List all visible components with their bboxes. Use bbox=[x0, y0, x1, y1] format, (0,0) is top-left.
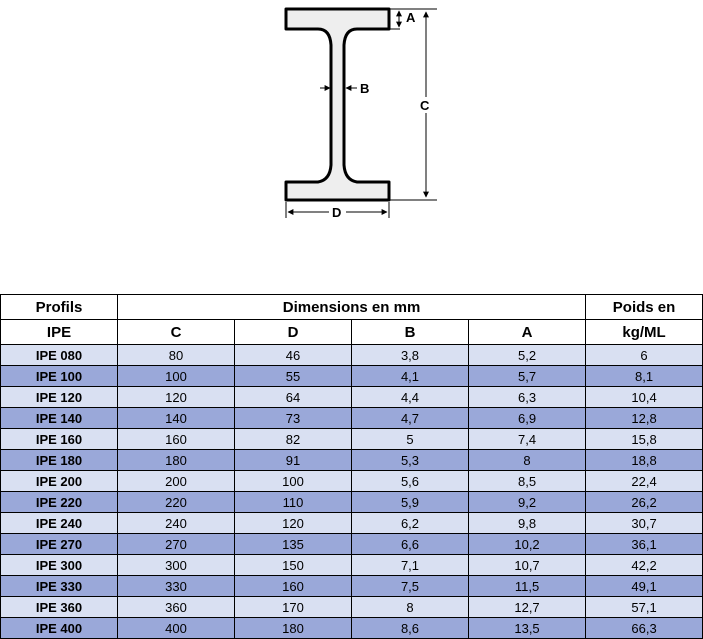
cell-poids: 42,2 bbox=[586, 555, 703, 576]
table-row bbox=[1, 576, 703, 597]
cell-a: 9,8 bbox=[469, 513, 586, 534]
header-poids-label: Poids en bbox=[612, 298, 676, 316]
cell-d: 64 bbox=[235, 387, 352, 408]
cell-profil: IPE 270 bbox=[1, 534, 118, 555]
cell-poids: 36,1 bbox=[586, 534, 703, 555]
cell-b: 5,6 bbox=[352, 471, 469, 492]
cell-c: 160 bbox=[118, 429, 235, 450]
cell-c: 330 bbox=[118, 576, 235, 597]
table-row bbox=[1, 450, 703, 471]
cell-d: 91 bbox=[235, 450, 352, 471]
table-row bbox=[1, 597, 703, 618]
cell-d: 120 bbox=[235, 513, 352, 534]
cell-b: 7,1 bbox=[352, 555, 469, 576]
cell-b: 4,4 bbox=[352, 387, 469, 408]
cell-profil: IPE 140 bbox=[1, 408, 118, 429]
cell-d: 82 bbox=[235, 429, 352, 450]
table-row bbox=[1, 492, 703, 513]
cell-poids: 6 bbox=[586, 345, 703, 366]
cell-poids: 57,1 bbox=[586, 597, 703, 618]
cell-d: 46 bbox=[235, 345, 352, 366]
cell-profil: IPE 240 bbox=[1, 513, 118, 534]
table-row bbox=[1, 618, 703, 639]
cell-c: 100 bbox=[118, 366, 235, 387]
label-c: C bbox=[420, 98, 430, 113]
cell-b: 3,8 bbox=[352, 345, 469, 366]
cell-b: 7,5 bbox=[352, 576, 469, 597]
cell-poids: 26,2 bbox=[586, 492, 703, 513]
header-col-b: B bbox=[352, 320, 469, 345]
table-row bbox=[1, 345, 703, 366]
cell-a: 5,2 bbox=[469, 345, 586, 366]
cell-poids: 18,8 bbox=[586, 450, 703, 471]
table-row bbox=[1, 366, 703, 387]
cell-poids: 10,4 bbox=[586, 387, 703, 408]
table-row bbox=[1, 513, 703, 534]
cell-a: 8,5 bbox=[469, 471, 586, 492]
cell-c: 400 bbox=[118, 618, 235, 639]
cell-d: 160 bbox=[235, 576, 352, 597]
cell-c: 300 bbox=[118, 555, 235, 576]
cell-b: 8,6 bbox=[352, 618, 469, 639]
cell-profil: IPE 180 bbox=[1, 450, 118, 471]
dimension-a bbox=[390, 9, 437, 29]
header-profils bbox=[1, 295, 118, 320]
cell-a: 10,7 bbox=[469, 555, 586, 576]
cell-d: 135 bbox=[235, 534, 352, 555]
header-col-c: C bbox=[118, 320, 235, 345]
cell-poids: 15,8 bbox=[586, 429, 703, 450]
cell-poids: 30,7 bbox=[586, 513, 703, 534]
cell-profil: IPE 300 bbox=[1, 555, 118, 576]
header-dimensions: Dimensions en mm bbox=[118, 295, 586, 320]
cell-d: 55 bbox=[235, 366, 352, 387]
cell-a: 6,3 bbox=[469, 387, 586, 408]
dimension-c bbox=[390, 12, 437, 200]
cell-c: 360 bbox=[118, 597, 235, 618]
header-col-a: A bbox=[469, 320, 586, 345]
cell-profil: IPE 360 bbox=[1, 597, 118, 618]
cell-d: 180 bbox=[235, 618, 352, 639]
header-kgml: kg/ML bbox=[586, 320, 703, 345]
cell-d: 73 bbox=[235, 408, 352, 429]
cell-c: 180 bbox=[118, 450, 235, 471]
table-row bbox=[1, 408, 703, 429]
ipe-beam-diagram bbox=[0, 0, 703, 260]
label-a: A bbox=[406, 10, 416, 25]
cell-c: 120 bbox=[118, 387, 235, 408]
header-ipe: IPE bbox=[1, 320, 118, 345]
cell-b: 6,6 bbox=[352, 534, 469, 555]
cell-profil: IPE 100 bbox=[1, 366, 118, 387]
cell-a: 9,2 bbox=[469, 492, 586, 513]
cell-b: 5,9 bbox=[352, 492, 469, 513]
table-row bbox=[1, 534, 703, 555]
cell-b: 8 bbox=[352, 597, 469, 618]
cell-profil: IPE 220 bbox=[1, 492, 118, 513]
header-col-d: D bbox=[235, 320, 352, 345]
table-row bbox=[1, 429, 703, 450]
cell-c: 200 bbox=[118, 471, 235, 492]
cell-a: 12,7 bbox=[469, 597, 586, 618]
cell-d: 150 bbox=[235, 555, 352, 576]
cell-a: 7,4 bbox=[469, 429, 586, 450]
cell-profil: IPE 080 bbox=[1, 345, 118, 366]
header-profils-label: Profils bbox=[35, 298, 83, 316]
cell-profil: IPE 400 bbox=[1, 618, 118, 639]
cell-profil: IPE 160 bbox=[1, 429, 118, 450]
cell-poids: 8,1 bbox=[586, 366, 703, 387]
cell-b: 5,3 bbox=[352, 450, 469, 471]
cell-c: 140 bbox=[118, 408, 235, 429]
cell-d: 100 bbox=[235, 471, 352, 492]
cell-poids: 66,3 bbox=[586, 618, 703, 639]
ipe-dimensions-table bbox=[0, 294, 703, 639]
table-row bbox=[1, 471, 703, 492]
table-row bbox=[1, 387, 703, 408]
cell-b: 5 bbox=[352, 429, 469, 450]
cell-a: 13,5 bbox=[469, 618, 586, 639]
cell-d: 110 bbox=[235, 492, 352, 513]
cell-a: 10,2 bbox=[469, 534, 586, 555]
label-d: D bbox=[332, 205, 342, 220]
label-b: B bbox=[360, 81, 370, 96]
cell-a: 6,9 bbox=[469, 408, 586, 429]
cell-a: 8 bbox=[469, 450, 586, 471]
cell-c: 270 bbox=[118, 534, 235, 555]
cell-poids: 22,4 bbox=[586, 471, 703, 492]
table-row bbox=[1, 555, 703, 576]
cell-d: 170 bbox=[235, 597, 352, 618]
cell-b: 4,7 bbox=[352, 408, 469, 429]
cell-b: 4,1 bbox=[352, 366, 469, 387]
header-poids bbox=[586, 295, 703, 320]
cell-c: 240 bbox=[118, 513, 235, 534]
i-beam-profile bbox=[286, 9, 389, 200]
cell-b: 6,2 bbox=[352, 513, 469, 534]
dimension-d bbox=[286, 202, 389, 220]
cell-profil: IPE 120 bbox=[1, 387, 118, 408]
cell-poids: 49,1 bbox=[586, 576, 703, 597]
cell-a: 5,7 bbox=[469, 366, 586, 387]
cell-poids: 12,8 bbox=[586, 408, 703, 429]
cell-profil: IPE 330 bbox=[1, 576, 118, 597]
cell-a: 11,5 bbox=[469, 576, 586, 597]
cell-profil: IPE 200 bbox=[1, 471, 118, 492]
cell-c: 220 bbox=[118, 492, 235, 513]
cell-c: 80 bbox=[118, 345, 235, 366]
